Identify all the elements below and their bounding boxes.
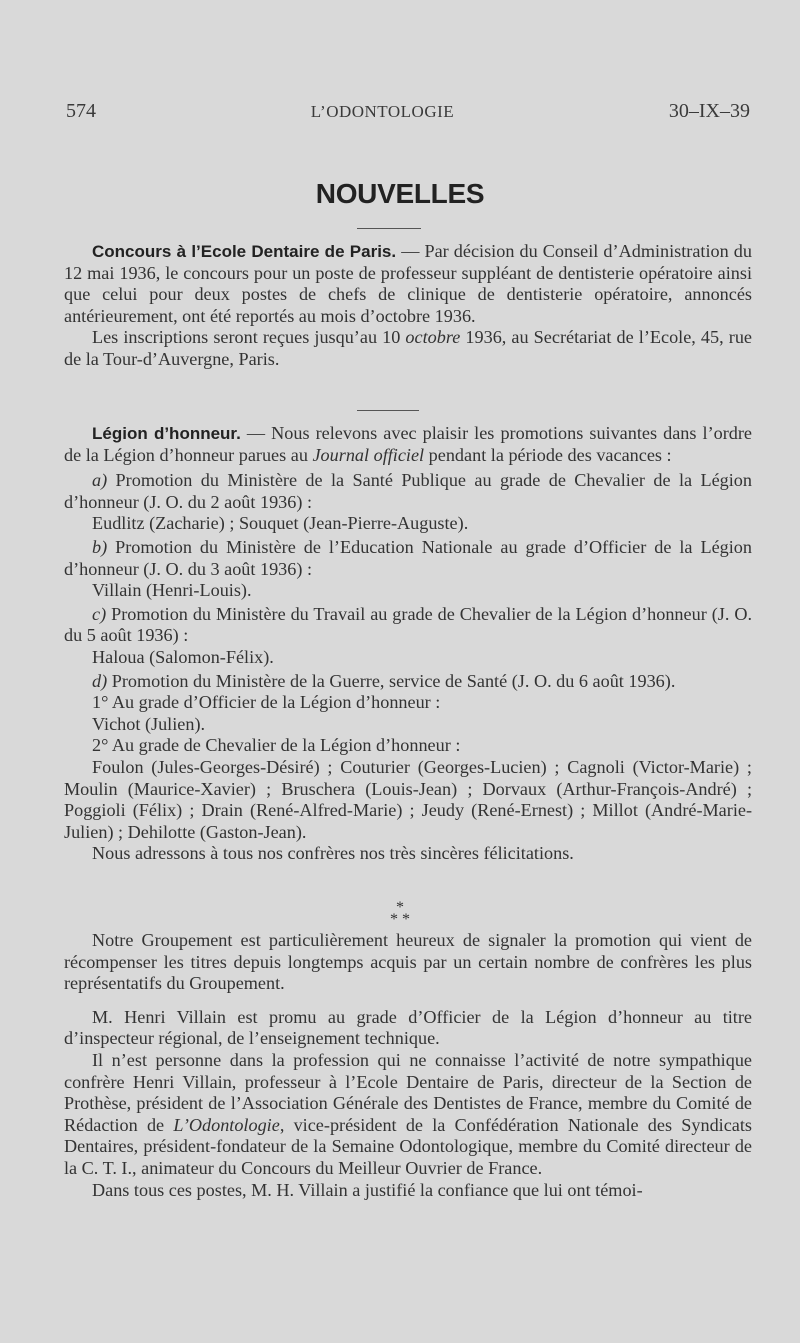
journal-name: L’Odontologie bbox=[173, 1114, 280, 1135]
inscriptions-text-end: 1936, au Secrétariat de l’Ecole, 45, rue de la Tour-d’Auvergne, Paris. bbox=[64, 327, 752, 369]
promotion-a-mark: a) bbox=[92, 470, 108, 491]
grade-chevalier: 2° Au grade de Chevalier de la Légion d’honneur : bbox=[92, 735, 461, 756]
asterism: * * * bbox=[390, 899, 410, 928]
villain-activities-text: Il n’est personne dans la profession qui ne connaisse l’activité de notre sympathique confrère Henri Villain, professeur à l’Ecole Dentaire de Paris, directeur de la Section de Prothèse, président de l’Association Générale des Dentistes de France, membre du Comité de Rédaction de bbox=[64, 1049, 752, 1135]
journal-title: L’ODONTOLOGIE bbox=[310, 102, 455, 121]
promotion-c bbox=[64, 604, 752, 647]
inscriptions-text: Les inscriptions seront reçues jusqu’au 10 bbox=[92, 327, 406, 348]
promotion-b bbox=[64, 537, 752, 580]
villain-activities bbox=[64, 1050, 752, 1180]
groupement-paragraph: Notre Groupement est particulièrement heureux de signaler la promotion qui vient de récompenser les titres depuis longtemps acquis par un certain nombre de confrères les plus représentatifs du Groupement. bbox=[64, 930, 752, 994]
groupement-section bbox=[64, 930, 752, 1201]
divider bbox=[357, 228, 421, 229]
villain-activities-end: , vice-président de la Confédération Nationale des Syndicats Dentaires, président-fondateur de la Semaine Odontologique, membre du Comité directeur de la C. T. I., animateur du Concours du Meilleur Ouvrier de France. bbox=[64, 1114, 752, 1178]
promotion-c-text: Promotion du Ministère du Travail au grade de Chevalier de la Légion d’honneur (J. O. du 5 août 1936) : bbox=[64, 603, 752, 646]
promotion-a-text: Promotion du Ministère de la Santé Publique au grade de Chevalier de la Légion d’honneur (J. O. du 2 août 1936) : bbox=[64, 470, 752, 512]
congratulations: Nous adressons à tous nos confrères nos très sincères félicitations. bbox=[92, 843, 574, 864]
divider bbox=[357, 410, 419, 411]
legion-intro-text: — Nous relevons avec plaisir les promotions suivantes dans l’ordre de la Légion d’honneur parues au bbox=[64, 423, 752, 465]
concours-section bbox=[64, 241, 752, 371]
issue-date: 30–IX–39 bbox=[668, 100, 750, 122]
grade-officier-names: Vichot (Julien). bbox=[92, 713, 206, 734]
grade-chevalier-names: Foulon (Jules-Georges-Désiré) ; Couturier (Georges-Lucien) ; Cagnoli (Victor-Marie) ; Moulin (Maurice-Xavier) ; Bruschera (Louis-Jean) ; Dorvaux (Arthur-François-André) ; Poggioli (Félix) ; Drain (René-Alfred-Marie) ; Jeudy (René-Ernest) ; Millot (André-Marie-Julien) ; Dehilotte (Gaston-Jean). bbox=[64, 756, 752, 842]
journal-officiel: Journal officiel bbox=[312, 444, 425, 465]
section-title: NOUVELLES bbox=[315, 178, 485, 209]
promotion-b-names: Villain (Henri-Louis). bbox=[92, 580, 252, 601]
promotion-a bbox=[64, 470, 752, 513]
page-number: 574 bbox=[66, 100, 96, 122]
concours-text: — Par décision du Conseil d’Administration du 12 mai 1936, le concours pour un poste de professeur suppléant de dentisterie opératoire ainsi que celui pour deux postes de chefs de clinique de dentisterie opératoire, annoncés antérieurement, ont été reportés au mois d’octobre 1936. bbox=[64, 241, 752, 326]
inscriptions-paragraph bbox=[64, 327, 752, 370]
grade-officier: 1° Au grade d’Officier de la Légion d’honneur : bbox=[92, 692, 441, 713]
concours-paragraph bbox=[64, 241, 752, 327]
promotion-d-text: Promotion du Ministère de la Guerre, service de Santé (J. O. du 6 août 1936). bbox=[107, 670, 676, 691]
villain-promotion: M. Henri Villain est promu au grade d’Officier de la Légion d’honneur au titre d’inspecteur régional, de l’enseignement technique. bbox=[64, 1006, 752, 1049]
legion-heading: Légion d’honneur. bbox=[92, 424, 241, 443]
promotion-a-names: Eudlitz (Zacharie) ; Souquet (Jean-Pierre-Auguste). bbox=[92, 513, 469, 534]
legion-section bbox=[64, 423, 752, 865]
legion-intro bbox=[64, 423, 752, 466]
villain-closing: Dans tous ces postes, M. H. Villain a justifié la confiance que lui ont témoi- bbox=[92, 1179, 643, 1200]
promotion-c-mark: c) bbox=[92, 603, 107, 624]
concours-heading: Concours à l’Ecole Dentaire de Paris. bbox=[92, 242, 397, 261]
promotion-c-names: Haloua (Salomon-Félix). bbox=[92, 646, 274, 667]
promotion-d bbox=[64, 671, 752, 693]
legion-intro-end: pendant la période des vacances : bbox=[424, 444, 672, 465]
inscriptions-month: octobre bbox=[405, 327, 461, 348]
promotion-b-text: Promotion du Ministère de l’Education Nationale au grade d’Officier de la Légion d’honneur (J. O. du 3 août 1936) : bbox=[64, 536, 752, 579]
promotion-d-mark: d) bbox=[92, 670, 108, 691]
promotion-b-mark: b) bbox=[92, 536, 108, 557]
running-head bbox=[66, 100, 750, 123]
